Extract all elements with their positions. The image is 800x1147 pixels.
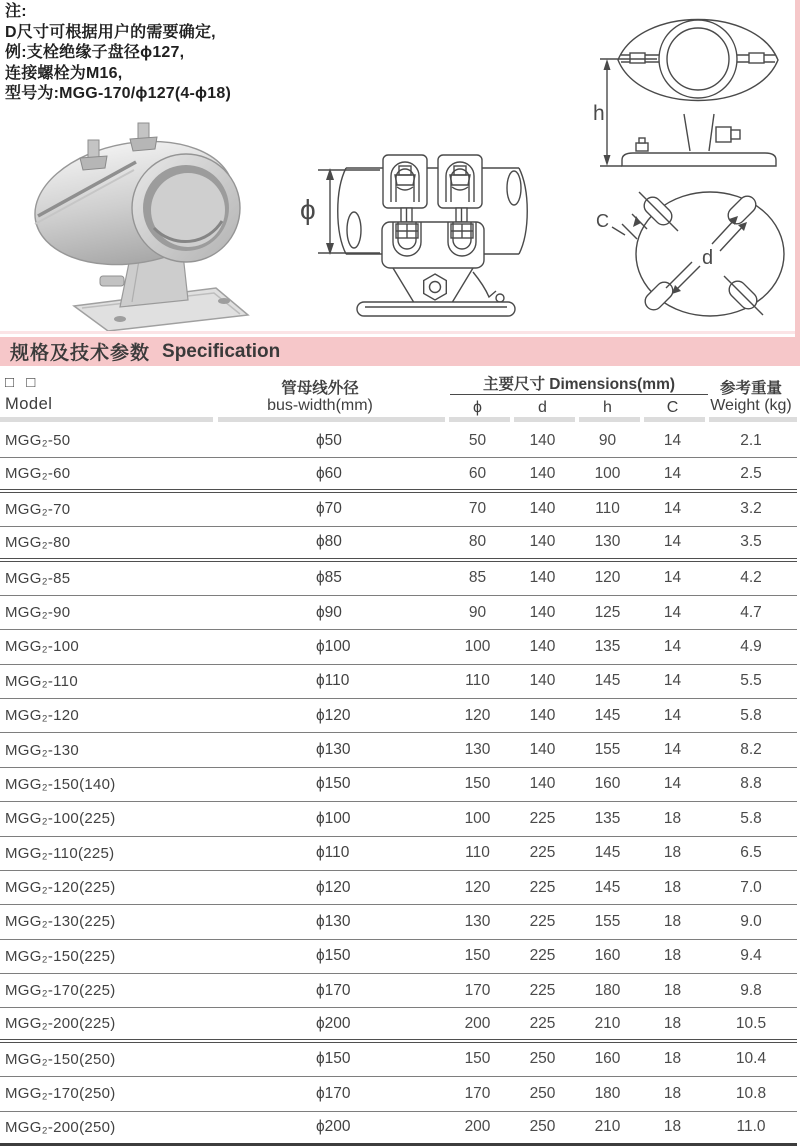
section-title-zh: 规格及技术参数	[10, 343, 151, 364]
bottom-view-drawing	[590, 182, 798, 322]
section-title-en: Specification	[162, 340, 281, 362]
c-cell: 14	[663, 672, 682, 690]
model-cell: MGG₂-150(225)	[5, 947, 116, 965]
header-band	[579, 417, 640, 422]
model-cell: MGG₂-70	[5, 500, 71, 518]
weight-cell: 6.5	[740, 844, 762, 862]
model-cell: MGG₂-120(225)	[5, 879, 116, 897]
phi-cell: 90	[468, 603, 487, 621]
model-cell: MGG₂-120	[5, 707, 80, 725]
h-cell: 160	[594, 947, 621, 965]
bus-cell: ϕ200	[316, 1118, 351, 1136]
bus-cell: ϕ90	[316, 603, 342, 621]
table-row	[0, 458, 797, 492]
d-cell: 225	[529, 1014, 556, 1032]
weight-cell: 10.5	[735, 1014, 767, 1032]
table-row	[0, 837, 797, 871]
weight-cell: 3.5	[740, 533, 762, 551]
table-row	[0, 940, 797, 974]
c-cell: 14	[663, 431, 682, 449]
c-cell: 18	[663, 1014, 682, 1032]
table-row	[0, 871, 797, 905]
c-cell: 14	[663, 775, 682, 793]
bus-cell: ϕ50	[316, 431, 342, 449]
c-cell: 18	[663, 1084, 682, 1102]
phi-cell: 100	[464, 809, 491, 827]
d-cell: 140	[529, 533, 556, 551]
h-cell: 130	[594, 533, 621, 551]
weight-cell: 11.0	[736, 1118, 766, 1136]
col-header-phi: ϕ	[473, 399, 482, 416]
c-cell: 14	[663, 603, 682, 621]
product-photo	[14, 118, 264, 333]
model-cell: MGG₂-80	[5, 533, 71, 551]
note-line: D尺寸可根据用户的需要确定,	[5, 23, 216, 41]
table-row	[0, 699, 797, 733]
header-band	[449, 417, 510, 422]
c-cell: 14	[663, 637, 682, 655]
bus-cell: ϕ130	[316, 912, 351, 930]
col-header-h: h	[603, 399, 612, 416]
phi-cell: 120	[464, 878, 491, 896]
h-cell: 155	[594, 741, 621, 759]
front-view-drawing	[272, 130, 548, 330]
phi-dim-label: ϕ	[300, 194, 316, 225]
h-cell: 145	[594, 706, 621, 724]
bus-cell: ϕ170	[316, 981, 351, 999]
bus-cell: ϕ150	[316, 1050, 351, 1068]
header-band	[218, 417, 445, 422]
table-row	[0, 527, 797, 561]
d-cell: 225	[529, 947, 556, 965]
d-cell: 140	[529, 637, 556, 655]
table-row	[0, 493, 797, 527]
table-row	[0, 802, 797, 836]
weight-cell: 2.1	[740, 431, 762, 449]
bus-cell: ϕ80	[316, 533, 342, 551]
d-cell: 140	[529, 775, 556, 793]
d-cell: 250	[529, 1084, 556, 1102]
c-dim-label: C	[596, 211, 609, 231]
phi-cell: 200	[464, 1014, 491, 1032]
phi-cell: 100	[464, 637, 491, 655]
c-cell: 18	[663, 1050, 682, 1068]
c-cell: 18	[663, 878, 682, 896]
weight-cell: 3.2	[740, 500, 762, 518]
weight-cell: 4.7	[740, 603, 762, 621]
phi-cell: 130	[464, 912, 491, 930]
table-row	[0, 562, 797, 596]
h-cell: 120	[594, 569, 621, 587]
note-line: 例:支栓绝缘子盘径ϕ127,	[5, 44, 185, 61]
table-row	[0, 1043, 797, 1077]
model-cell: MGG₂-200(250)	[5, 1118, 116, 1136]
bus-cell: ϕ100	[316, 637, 351, 655]
model-cell: MGG₂-170(225)	[5, 982, 116, 1000]
table-row	[0, 974, 797, 1008]
h-cell: 210	[594, 1118, 621, 1136]
bus-cell: ϕ120	[316, 878, 351, 896]
phi-cell: 110	[465, 844, 490, 862]
model-cell: MGG₂-110(225)	[5, 844, 115, 862]
header-band	[709, 417, 797, 422]
model-cell: MGG₂-50	[5, 432, 71, 450]
weight-cell: 8.8	[740, 775, 762, 793]
bus-cell: ϕ200	[316, 1014, 351, 1032]
table-row	[0, 905, 797, 939]
phi-cell: 60	[468, 464, 487, 482]
bus-cell: ϕ170	[316, 1084, 351, 1102]
table-row	[0, 1112, 797, 1146]
weight-cell: 5.8	[740, 809, 762, 827]
model-header-zh: □ □	[5, 374, 40, 391]
weight-cell: 10.4	[735, 1050, 767, 1068]
d-cell: 140	[529, 672, 556, 690]
table-row	[0, 733, 797, 767]
bus-width-header-zh: 管母线外径	[281, 380, 359, 397]
table-row	[0, 768, 797, 802]
c-cell: 18	[663, 809, 682, 827]
d-cell: 140	[529, 706, 556, 724]
section-banner	[0, 337, 800, 366]
c-cell: 14	[663, 741, 682, 759]
notes-block	[5, 2, 231, 105]
d-cell: 140	[529, 569, 556, 587]
d-cell: 225	[529, 809, 556, 827]
phi-cell: 170	[464, 981, 491, 999]
phi-cell: 150	[464, 775, 491, 793]
weight-cell: 9.8	[740, 981, 762, 999]
weight-cell: 7.0	[740, 878, 762, 896]
d-cell: 140	[529, 603, 556, 621]
bus-cell: ϕ70	[316, 500, 342, 518]
table-body	[0, 424, 797, 1146]
phi-cell: 120	[464, 706, 491, 724]
d-cell: 140	[529, 464, 556, 482]
table-row	[0, 1008, 797, 1042]
model-cell: MGG₂-130	[5, 741, 80, 759]
weight-cell: 9.0	[740, 912, 762, 930]
h-cell: 145	[594, 672, 621, 690]
h-cell: 160	[594, 1050, 621, 1068]
model-cell: MGG₂-100(225)	[5, 810, 116, 828]
table-row	[0, 424, 797, 458]
d-dim-label: d	[702, 247, 714, 269]
h-dim-label: h	[593, 102, 605, 125]
weight-cell: 5.5	[740, 672, 762, 690]
c-cell: 14	[663, 500, 682, 518]
d-cell: 140	[529, 431, 556, 449]
h-cell: 110	[595, 500, 620, 518]
h-cell: 210	[594, 1014, 621, 1032]
c-cell: 14	[663, 533, 682, 551]
h-cell: 135	[594, 637, 621, 655]
header-band	[644, 417, 705, 422]
d-cell: 225	[529, 981, 556, 999]
model-cell: MGG₂-100	[5, 638, 80, 656]
model-cell: MGG₂-130(225)	[5, 913, 116, 931]
phi-cell: 80	[468, 533, 487, 551]
h-cell: 155	[594, 912, 621, 930]
h-cell: 135	[594, 809, 621, 827]
c-cell: 14	[663, 569, 682, 587]
h-cell: 90	[598, 431, 617, 449]
bus-cell: ϕ120	[316, 706, 351, 724]
c-cell: 18	[663, 981, 682, 999]
weight-cell: 4.2	[740, 569, 762, 587]
bus-cell: ϕ60	[316, 464, 342, 482]
c-cell: 18	[663, 1118, 682, 1136]
d-cell: 225	[529, 844, 556, 862]
h-cell: 160	[594, 775, 621, 793]
h-cell: 180	[594, 1084, 621, 1102]
weight-cell: 4.9	[740, 637, 762, 655]
h-cell: 125	[594, 603, 621, 621]
model-cell: MGG₂-150(140)	[5, 775, 116, 793]
phi-cell: 150	[464, 1050, 491, 1068]
bus-width-header-en: bus-width(mm)	[267, 397, 373, 414]
h-cell: 145	[594, 844, 621, 862]
bus-cell: ϕ130	[316, 741, 351, 759]
dimensions-group-rule	[450, 394, 708, 395]
table-row	[0, 596, 797, 630]
table-row	[0, 1077, 797, 1111]
header-band	[514, 417, 575, 422]
phi-cell: 85	[468, 569, 487, 587]
weight-cell: 9.4	[740, 947, 762, 965]
d-cell: 225	[529, 878, 556, 896]
d-cell: 250	[529, 1118, 556, 1136]
phi-cell: 50	[468, 431, 487, 449]
phi-cell: 130	[464, 741, 491, 759]
model-cell: MGG₂-85	[5, 569, 71, 587]
phi-cell: 170	[464, 1084, 491, 1102]
c-cell: 18	[663, 912, 682, 930]
bus-cell: ϕ110	[316, 844, 350, 862]
col-header-d: d	[538, 399, 547, 416]
model-cell: MGG₂-110	[5, 672, 78, 690]
c-cell: 18	[663, 844, 682, 862]
model-header-en: Model	[5, 395, 53, 413]
d-cell: 140	[529, 500, 556, 518]
weight-header-zh: 参考重量	[719, 380, 782, 397]
d-cell: 225	[529, 912, 556, 930]
weight-header-en: Weight (kg)	[710, 397, 792, 414]
phi-cell: 110	[465, 672, 490, 690]
side-view-drawing	[585, 2, 797, 180]
phi-cell: 150	[464, 947, 491, 965]
bus-cell: ϕ150	[316, 775, 351, 793]
dimensions-group-header: 主要尺寸 Dimensions(mm)	[482, 376, 676, 393]
d-cell: 140	[529, 741, 556, 759]
table-row	[0, 665, 797, 699]
weight-cell: 8.2	[740, 741, 762, 759]
note-line: 连接螺栓为M16,	[5, 64, 123, 82]
c-cell: 14	[663, 464, 682, 482]
model-cell: MGG₂-200(225)	[5, 1015, 116, 1033]
model-cell: MGG₂-60	[5, 465, 71, 483]
header-band	[0, 417, 213, 422]
phi-cell: 70	[468, 500, 487, 518]
h-cell: 100	[594, 464, 621, 482]
weight-cell: 5.8	[740, 706, 762, 724]
weight-cell: 2.5	[740, 464, 762, 482]
note-line: 注:	[5, 3, 27, 20]
phi-cell: 200	[464, 1118, 491, 1136]
pale-pink-rule	[0, 331, 800, 334]
model-cell: MGG₂-90	[5, 604, 71, 622]
right-pink-strip	[795, 0, 800, 338]
c-cell: 14	[663, 706, 682, 724]
weight-cell: 10.8	[735, 1084, 767, 1102]
col-header-c: C	[666, 399, 679, 416]
bus-cell: ϕ85	[316, 569, 342, 587]
model-cell: MGG₂-150(250)	[5, 1050, 116, 1068]
bus-cell: ϕ100	[316, 809, 351, 827]
c-cell: 18	[663, 947, 682, 965]
model-cell: MGG₂-170(250)	[5, 1085, 116, 1103]
h-cell: 180	[594, 981, 621, 999]
bus-cell: ϕ150	[316, 947, 351, 965]
table-row	[0, 630, 797, 664]
bus-cell: ϕ110	[316, 672, 350, 690]
h-cell: 145	[594, 878, 621, 896]
d-cell: 250	[529, 1050, 556, 1068]
note-line: 型号为:MGG-170/ϕ127(4-ϕ18)	[5, 85, 231, 102]
